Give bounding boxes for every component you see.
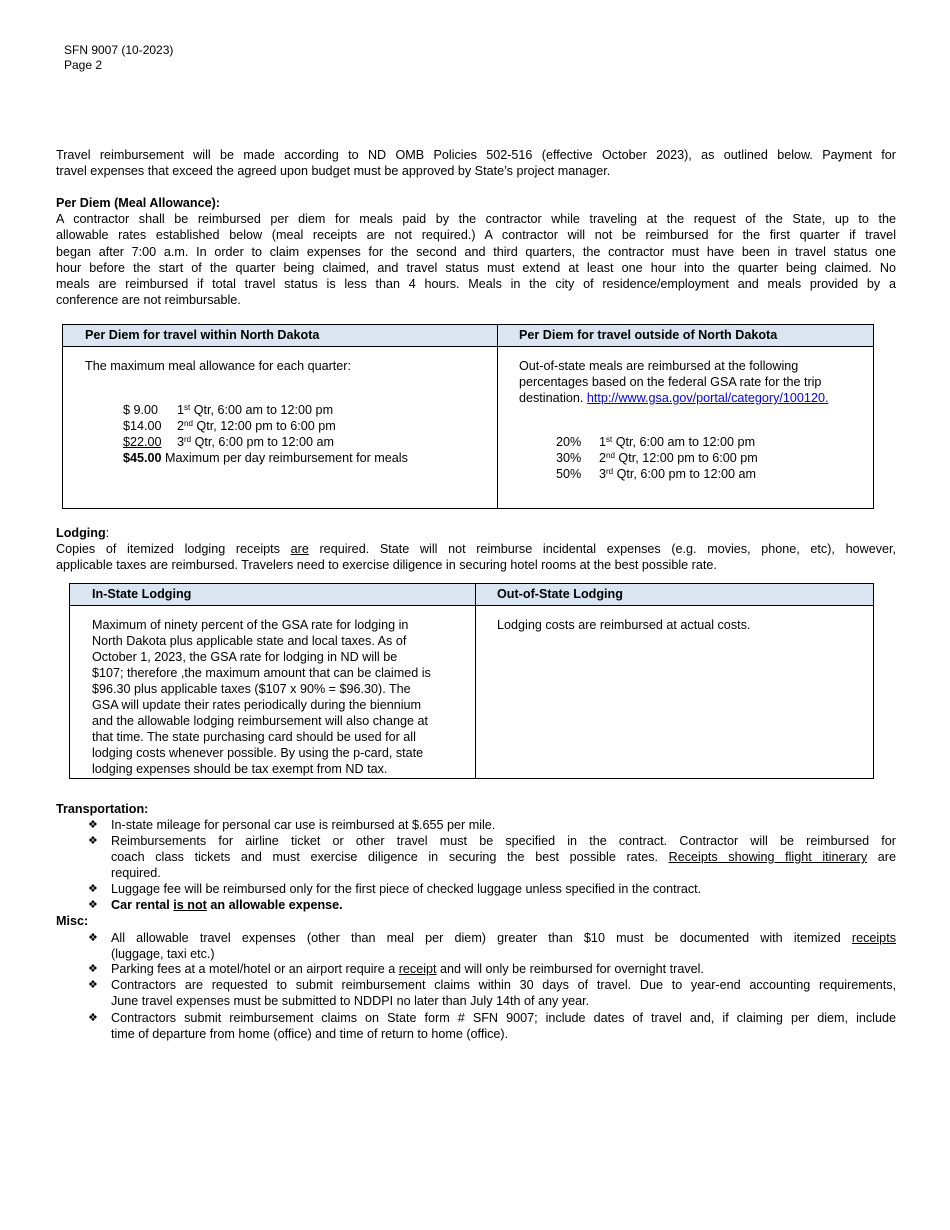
misc-item: [111, 961, 896, 977]
in-state-lodging-cell: [70, 606, 476, 779]
quarter-suffix: nd: [606, 451, 615, 460]
per-diem-line: hour before the start of the quarter being claimed, and travel status must extend at least one hour into the quarter being claimed. No: [56, 260, 896, 275]
quarter-time: Qtr, 6:00 pm to 12:00 am: [613, 467, 756, 481]
meal-max-text: Maximum per day reimbursement for meals: [161, 451, 408, 465]
diamond-bullet-icon: ❖: [88, 979, 98, 991]
text: are: [867, 850, 896, 865]
pct-row: [556, 450, 758, 466]
lodging-heading: Lodging: [56, 526, 106, 540]
lodging-text-line: $96.30 plus applicable taxes ($107 x 90% = $96.30). The: [92, 682, 411, 696]
in-state-lodging-header: In-State Lodging: [70, 584, 476, 606]
quarter-number: 1: [599, 435, 607, 449]
meal-rate-amount: $14.00: [123, 419, 162, 433]
diamond-bullet-icon: ❖: [88, 883, 98, 895]
text: [111, 930, 896, 946]
per-diem-out-state-cell: [498, 347, 874, 509]
out-state-lodging-header: Out-of-State Lodging: [476, 584, 874, 606]
meal-max-row: [123, 450, 408, 466]
quarter-time: Qtr, 6:00 am to 12:00 pm: [190, 403, 334, 417]
diamond-bullet-icon: ❖: [88, 899, 98, 911]
meal-max-amount: $45.00: [123, 451, 162, 465]
quarter-number: 1: [177, 403, 185, 417]
misc-heading: Misc:: [56, 914, 89, 928]
text: Contractors submit reimbursement claims on State form # SFN 9007; include dates of travel and, if claiming per diem, include: [111, 1011, 896, 1025]
pct-value: 30%: [556, 451, 582, 465]
text: June travel expenses must be submitted to NDDPI no later than July 14th of any year.: [111, 994, 590, 1009]
out-state-lodging-cell: [476, 606, 874, 779]
lodging-table: [69, 583, 874, 779]
quarter-time: Qtr, 12:00 pm to 6:00 pm: [192, 419, 336, 433]
underlined-text: is not: [173, 898, 207, 912]
lodging-text-line: October 1, 2023, the GSA rate for lodging in ND will be: [92, 650, 398, 664]
per-diem-in-state-header: Per Diem for travel within North Dakota: [63, 325, 498, 347]
text: Copies of itemized lodging receipts: [56, 542, 291, 557]
quarter-suffix: nd: [184, 419, 193, 428]
transport-item: [111, 897, 896, 913]
lodging-line: [56, 541, 896, 557]
meal-allowance-intro: The maximum meal allowance for each quarter:: [85, 359, 351, 373]
meal-rate-amount: $ 9.00: [123, 403, 159, 417]
pct-value: 50%: [556, 467, 582, 481]
text: and will only be reimbursed for overnight travel.: [436, 962, 704, 976]
misc-item: [111, 1010, 896, 1042]
text: [111, 849, 896, 865]
per-diem-heading: Per Diem (Meal Allowance):: [56, 196, 220, 210]
form-number: SFN 9007 (10-2023): [64, 43, 174, 57]
meal-rate-row: [123, 418, 336, 434]
quarter-number: 2: [177, 419, 185, 433]
underlined-text: receipt: [398, 962, 437, 976]
out-state-line: [519, 390, 828, 406]
quarter-number: 2: [599, 451, 607, 465]
form-header: [64, 43, 173, 73]
per-diem-line: meals are reimbursed if total travel status is less than 4 hours. Meals in the city of residence/employment and meals provided by a: [56, 277, 896, 292]
text: Parking fees at a motel/hotel or an airport require a: [111, 962, 399, 976]
meal-rate-amount: $22.00: [123, 435, 162, 449]
text: coach class tickets and must exercise diligence in securing the best possible rates.: [111, 850, 669, 865]
lodging-text-line: that time. The state purchasing card should be used for all: [92, 730, 416, 744]
intro-line: Travel reimbursement will be made according to ND OMB Policies 502-516 (effective October 2023), as outlined below. Payment for: [56, 148, 896, 162]
text: an allowable expense.: [206, 898, 343, 912]
transportation-heading: Transportation:: [56, 802, 149, 816]
text: required.: [111, 866, 161, 881]
per-diem-line: A contractor shall be reimbursed per diem for meals paid by the contractor while traveling at the request of the State, up to the: [56, 212, 896, 227]
per-diem-line: conference are not reimbursable.: [56, 293, 241, 308]
diamond-bullet-icon: ❖: [88, 932, 98, 944]
quarter-suffix: st: [606, 435, 613, 444]
text: All allowable travel expenses (other than meal per diem) greater than $10 must be documented with itemized: [111, 931, 852, 945]
per-diem-out-state-header: Per Diem for travel outside of North Dakota: [498, 325, 874, 347]
transport-item: In-state mileage for personal car use is reimbursed at $.655 per mile.: [111, 818, 496, 832]
quarter-suffix: rd: [606, 467, 614, 476]
per-diem-line: began after 7:00 a.m. In order to claim expenses for the second and third quarters, the contractor must have been in travel status one: [56, 244, 896, 259]
per-diem-table: [62, 324, 874, 509]
misc-item: [111, 977, 896, 1009]
per-diem-in-state-cell: [63, 347, 498, 509]
lodging-text-line: $107; therefore ,the maximum amount that can be claimed is: [92, 666, 431, 680]
misc-item: [111, 930, 896, 962]
text: required. State will not reimburse incidental expenses (e.g. movies, phone, etc), however,: [308, 542, 896, 557]
lodging-text-line: and the allowable lodging reimbursement will also change at: [92, 714, 429, 728]
quarter-suffix: rd: [184, 435, 192, 444]
lodging-text-line: GSA will update their rates periodically during the biennium: [92, 698, 422, 712]
text: time of departure from home (office) and time of return to home (office).: [111, 1027, 509, 1042]
out-state-line: percentages based on the federal GSA rate for the trip: [519, 375, 822, 389]
transport-item: [111, 833, 896, 882]
meal-rate-row: [123, 434, 334, 450]
quarter-suffix: st: [184, 403, 191, 412]
quarter-time: Qtr, 6:00 am to 12:00 pm: [612, 435, 756, 449]
lodging-text-line: lodging costs whenever possible. By using the p-card, state: [92, 746, 424, 760]
quarter-time: Qtr, 12:00 pm to 6:00 pm: [614, 451, 758, 465]
quarter-time: Qtr, 6:00 pm to 12:00 am: [191, 435, 334, 449]
diamond-bullet-icon: ❖: [88, 963, 98, 975]
per-diem-section: [56, 195, 896, 308]
lodging-line: applicable taxes are reimbursed. Travelers need to exercise diligence in securing hotel rooms at the best possible rate.: [56, 558, 717, 573]
lodging-heading-row: [56, 525, 896, 541]
diamond-bullet-icon: ❖: [88, 819, 98, 831]
diamond-bullet-icon: ❖: [88, 835, 98, 847]
text: (luggage, taxi etc.): [111, 947, 215, 962]
out-state-text: destination.: [519, 391, 584, 405]
text: Reimbursements for airline ticket or other travel must be specified in the contract. Contractor will be reimbursed for: [111, 834, 896, 848]
diamond-bullet-icon: ❖: [88, 1012, 98, 1024]
page-number: Page 2: [64, 58, 103, 72]
lodging-section: [56, 525, 896, 574]
pct-row: [556, 434, 755, 450]
pct-row: [556, 466, 756, 482]
lodging-colon: :: [105, 526, 110, 540]
gsa-link[interactable]: http://www.gsa.gov/portal/category/100120.: [586, 391, 829, 405]
lodging-actual-cost: Lodging costs are reimbursed at actual costs.: [497, 618, 751, 632]
intro-paragraph: [56, 147, 896, 179]
lodging-text-line: Maximum of ninety percent of the GSA rate for lodging in: [92, 618, 409, 632]
text: Car rental: [111, 898, 174, 912]
meal-rate-row: [123, 402, 333, 418]
transport-item: Luggage fee will be reimbursed only for the first piece of checked luggage unless specified in the contract.: [111, 882, 702, 896]
quarter-number: 3: [177, 435, 185, 449]
out-state-line: Out-of-state meals are reimbursed at the following: [519, 359, 799, 373]
lodging-text-line: lodging expenses should be tax exempt from ND tax.: [92, 762, 388, 776]
intro-line: travel expenses that exceed the agreed upon budget must be approved by State’s project manager.: [56, 164, 611, 179]
quarter-number: 3: [599, 467, 607, 481]
underlined-text: are: [290, 542, 309, 557]
underlined-text: Receipts showing flight itinerary: [668, 850, 868, 865]
per-diem-line: allowable rates established below (meal receipts are not required.) A contractor will not be reimbursed for the first quarter if travel: [56, 228, 896, 243]
underlined-text: receipts: [851, 931, 896, 945]
pct-value: 20%: [556, 435, 582, 449]
lodging-text-line: North Dakota plus applicable state and local taxes. As of: [92, 634, 407, 648]
text: Contractors are requested to submit reimbursement claims within 30 days of travel. Due to year-end accounting requirements,: [111, 978, 896, 992]
